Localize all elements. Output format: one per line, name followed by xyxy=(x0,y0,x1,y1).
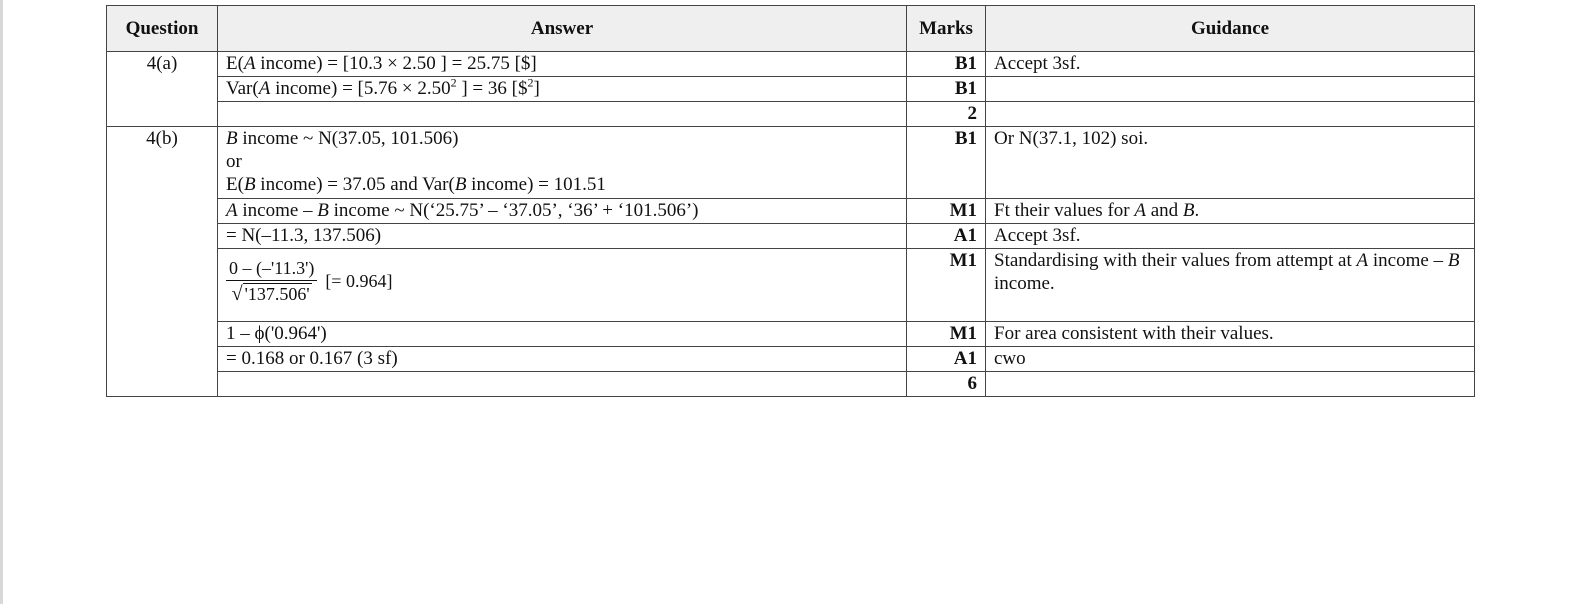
left-edge-strip xyxy=(0,0,3,604)
guidance-text: and xyxy=(1145,200,1183,221)
mark-cell: M1 xyxy=(907,199,986,224)
z-value: [= 0.964] xyxy=(325,270,393,291)
answer-text: E( xyxy=(226,174,244,195)
answer-text: income ~ N(37.05, 101.506) xyxy=(237,128,459,149)
table-row xyxy=(107,77,1475,102)
answer-cell xyxy=(218,52,907,77)
variable-italic: A xyxy=(1356,250,1369,271)
guidance-cell xyxy=(986,249,1475,322)
answer-cell xyxy=(218,249,907,322)
variable-italic: B xyxy=(243,174,256,195)
answer-cell xyxy=(218,77,907,102)
answer-line xyxy=(226,127,898,150)
answer-cell: = N(–11.3, 137.506) xyxy=(218,224,907,249)
guidance-cell: For area consistent with their values. xyxy=(986,322,1475,347)
question-label-4b: 4(b) xyxy=(107,127,218,397)
answer-text: income – xyxy=(237,200,318,221)
mark-cell: B1 xyxy=(907,77,986,102)
answer-text: income) = [10.3 × 2.50 ] = 25.75 [$] xyxy=(255,53,537,74)
variable-italic: B xyxy=(454,174,467,195)
guidance-cell: Accept 3sf. xyxy=(986,52,1475,77)
guidance-text: . xyxy=(1194,200,1200,221)
variable-italic: B xyxy=(226,128,238,149)
answer-cell-empty xyxy=(218,102,907,127)
total-marks-4a: 2 xyxy=(907,102,986,127)
superscript: 2 xyxy=(450,75,457,90)
guidance-cell: Or N(37.1, 102) soi. xyxy=(986,127,1475,199)
mark-cell: M1 xyxy=(907,322,986,347)
sqrt-symbol: √ xyxy=(231,283,243,305)
variable-italic: A xyxy=(243,53,256,74)
guidance-text: Ft their values for xyxy=(994,200,1135,221)
answer-cell: = 0.168 or 0.167 (3 sf) xyxy=(218,347,907,372)
answer-text: income) = 37.05 and Var( xyxy=(255,174,455,195)
question-label-4a: 4(a) xyxy=(107,52,218,127)
guidance-cell-empty xyxy=(986,102,1475,127)
table-row xyxy=(107,347,1475,372)
header-question: Question xyxy=(107,6,218,52)
guidance-cell: Accept 3sf. xyxy=(986,224,1475,249)
answer-cell-empty xyxy=(218,372,907,397)
header-guidance: Guidance xyxy=(986,6,1475,52)
sqrt-radicand: '137.506' xyxy=(244,284,310,304)
answer-text: ] xyxy=(533,78,540,99)
answer-text: income ~ N(‘25.75’ – ‘37.05’, ‘36’ + ‘101.506’) xyxy=(328,200,699,221)
guidance-text: income – xyxy=(1368,250,1448,271)
fraction-numerator: 0 – (–'11.3') xyxy=(226,257,317,281)
variable-italic: B xyxy=(1447,250,1460,271)
guidance-cell: cwo xyxy=(986,347,1475,372)
variable-italic: A xyxy=(258,78,271,99)
mark-cell: A1 xyxy=(907,347,986,372)
answer-cell: 1 – ϕ('0.964') xyxy=(218,322,907,347)
mark-scheme-table xyxy=(106,5,1475,397)
header-row xyxy=(107,6,1475,52)
variable-italic: A xyxy=(1134,200,1146,221)
table-row xyxy=(107,249,1475,322)
header-answer: Answer xyxy=(218,6,907,52)
variable-italic: B xyxy=(317,200,329,221)
total-marks-4b: 6 xyxy=(907,372,986,397)
mark-cell: M1 xyxy=(907,249,986,322)
standardising-fraction xyxy=(226,257,317,305)
variable-italic: A xyxy=(226,200,238,221)
guidance-text: Standardising with their values from attempt at xyxy=(994,250,1357,271)
superscript: 2 xyxy=(527,75,534,90)
guidance-cell xyxy=(986,199,1475,224)
mark-cell: B1 xyxy=(907,127,986,199)
table-row xyxy=(107,322,1475,347)
total-row xyxy=(107,372,1475,397)
answer-text: Var( xyxy=(226,78,259,99)
answer-text: income) = 101.51 xyxy=(466,174,606,195)
table-row xyxy=(107,224,1475,249)
table-row xyxy=(107,199,1475,224)
variable-italic: B xyxy=(1182,200,1195,221)
total-row xyxy=(107,102,1475,127)
mark-cell: A1 xyxy=(907,224,986,249)
mark-cell: B1 xyxy=(907,52,986,77)
answer-line xyxy=(226,173,898,196)
answer-text: income) = [5.76 × 2.50 xyxy=(270,78,451,99)
fraction-denominator xyxy=(226,281,317,305)
table-row xyxy=(107,127,1475,199)
answer-cell xyxy=(218,127,907,199)
header-marks: Marks xyxy=(907,6,986,52)
guidance-cell xyxy=(986,77,1475,102)
answer-text: E( xyxy=(226,53,244,74)
answer-line: or xyxy=(226,151,242,172)
answer-cell xyxy=(218,199,907,224)
guidance-text: income. xyxy=(994,273,1055,294)
guidance-cell-empty xyxy=(986,372,1475,397)
table-row xyxy=(107,52,1475,77)
answer-text: ] = 36 [$ xyxy=(456,78,528,99)
